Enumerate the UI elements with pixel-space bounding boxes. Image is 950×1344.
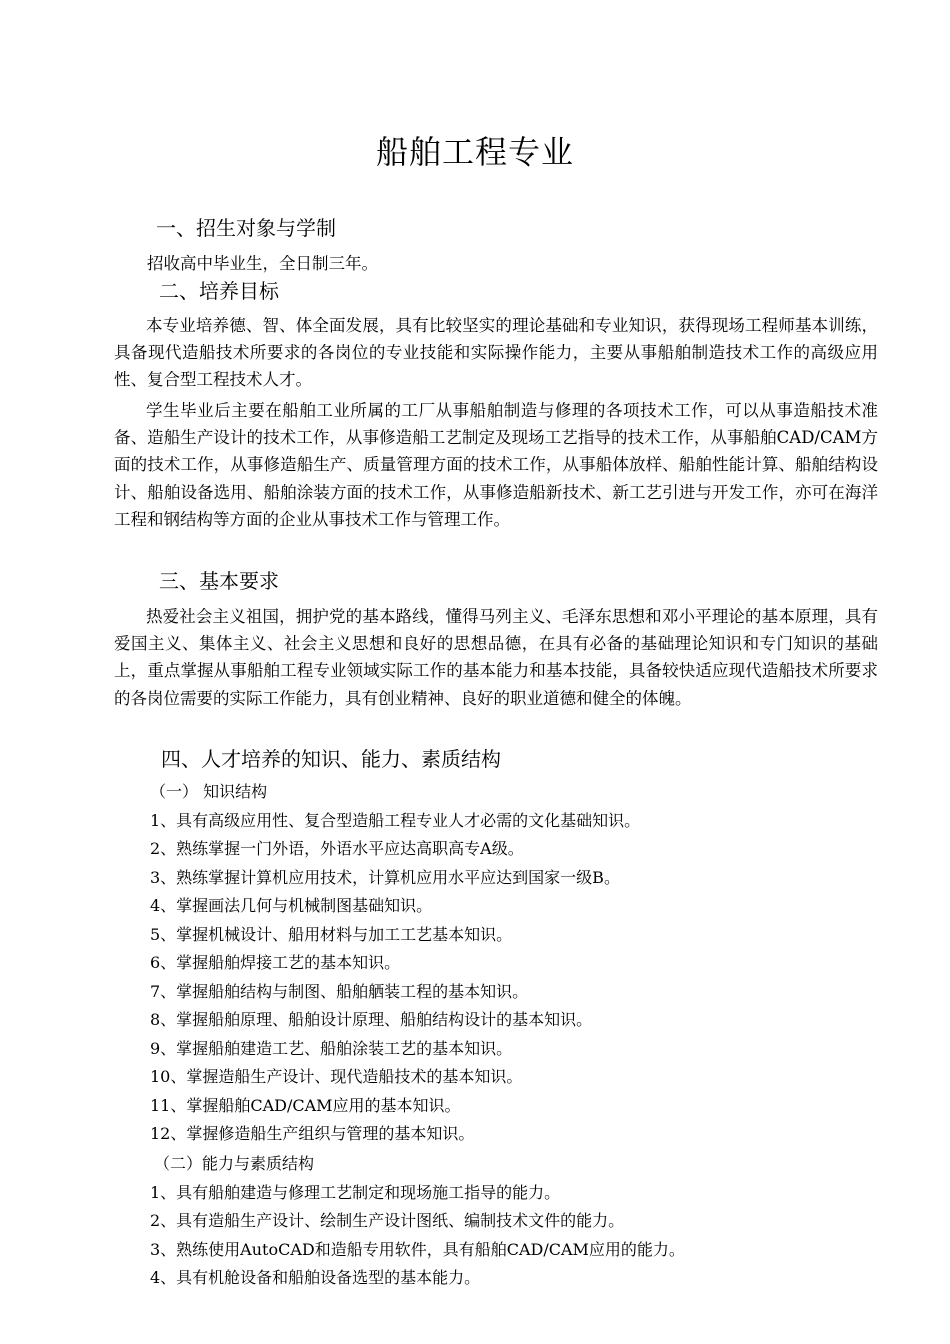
list-item: 12、掌握修造船生产组织与管理的基本知识。: [150, 1124, 475, 1143]
section-heading-enrollment: 一、招生对象与学制: [156, 216, 336, 240]
list-item: 11、掌握船舶CAD/CAM应用的基本知识。: [150, 1096, 461, 1115]
list-item: 3、熟练掌握计算机应用技术，计算机应用水平应达到国家一级B。: [150, 868, 620, 887]
list-item: 7、掌握船舶结构与制图、船舶舾装工程的基本知识。: [150, 982, 529, 1001]
subheading-knowledge: （一） 知识结构: [150, 782, 268, 801]
goals-paragraph-1: 本专业培养德、智、体全面发展，具有比较坚实的理论基础和专业知识，获得现场工程师基本训练，具备现代造船技术所要求的各岗位的专业技能和实际操作能力，主要从事船舶制造技术工作的高级应用性、复合型工程技术人才。: [114, 316, 878, 390]
section-heading-goals: 二、培养目标: [159, 279, 279, 303]
list-item: 4、具有机舱设备和船舶设备选型的基本能力。: [150, 1268, 481, 1287]
list-item: 3、熟练使用AutoCAD和造船专用软件，具有船舶CAD/CAM应用的能力。: [150, 1240, 685, 1259]
document-title: 船舶工程专业: [375, 133, 574, 171]
enrollment-text: 招收高中毕业生，全日制三年。: [147, 254, 378, 273]
requirements-paragraph: 热爱社会主义祖国，拥护党的基本路线，懂得马列主义、毛泽东思想和邓小平理论的基本原理，具有爱国主义、集体主义、社会主义思想和良好的思想品德，在具有必备的基础理论知识和专门知识的基础上，重点掌握从事船舶工程专业领域实际工作的基本能力和基本技能，具备较快适应现代造船技术所要求的各岗位需要的实际工作能力，具有创业精神、良好的职业道德和健全的体魄。: [114, 607, 878, 708]
list-item: 10、掌握造船生产设计、现代造船技术的基本知识。: [150, 1067, 523, 1086]
list-item: 9、掌握船舶建造工艺、船舶涂装工艺的基本知识。: [150, 1039, 513, 1058]
list-item: 6、掌握船舶焊接工艺的基本知识。: [150, 953, 401, 972]
list-item: 2、熟练掌握一门外语，外语水平应达高职高专A级。: [150, 839, 524, 858]
list-item: 2、具有造船生产设计、绘制生产设计图纸、编制技术文件的能力。: [150, 1211, 625, 1230]
section-heading-requirements: 三、基本要求: [159, 569, 279, 593]
subheading-ability: （二）能力与素质结构: [154, 1154, 315, 1173]
list-item: 1、具有高级应用性、复合型造船工程专业人才必需的文化基础知识。: [150, 811, 641, 830]
list-item: 8、掌握船舶原理、船舶设计原理、船舶结构设计的基本知识。: [150, 1010, 593, 1029]
list-item: 4、掌握画法几何与机械制图基础知识。: [150, 896, 433, 915]
list-item: 5、掌握机械设计、船用材料与加工工艺基本知识。: [150, 925, 513, 944]
section-heading-structure: 四、人才培养的知识、能力、素质结构: [161, 747, 501, 771]
list-item: 1、具有船舶建造与修理工艺制定和现场施工指导的能力。: [150, 1183, 561, 1202]
goals-paragraph-2: 学生毕业后主要在船舶工业所属的工厂从事船舶制造与修理的各项技术工作，可以从事造船技术准备、造船生产设计的技术工作，从事修造船工艺制定及现场工艺指导的技术工作，从事船舶CAD/CAM方面的技术工作，从事修造船生产、质量管理方面的技术工作，从事船体放样、船舶性能计算、船舶结构设计、船舶设备选用、船舶涂装方面的技术工作，从事修造船新技术、新工艺引进与开发工作，亦可在海洋工程和钢结构等方面的企业从事技术工作与管理工作。: [114, 401, 878, 529]
